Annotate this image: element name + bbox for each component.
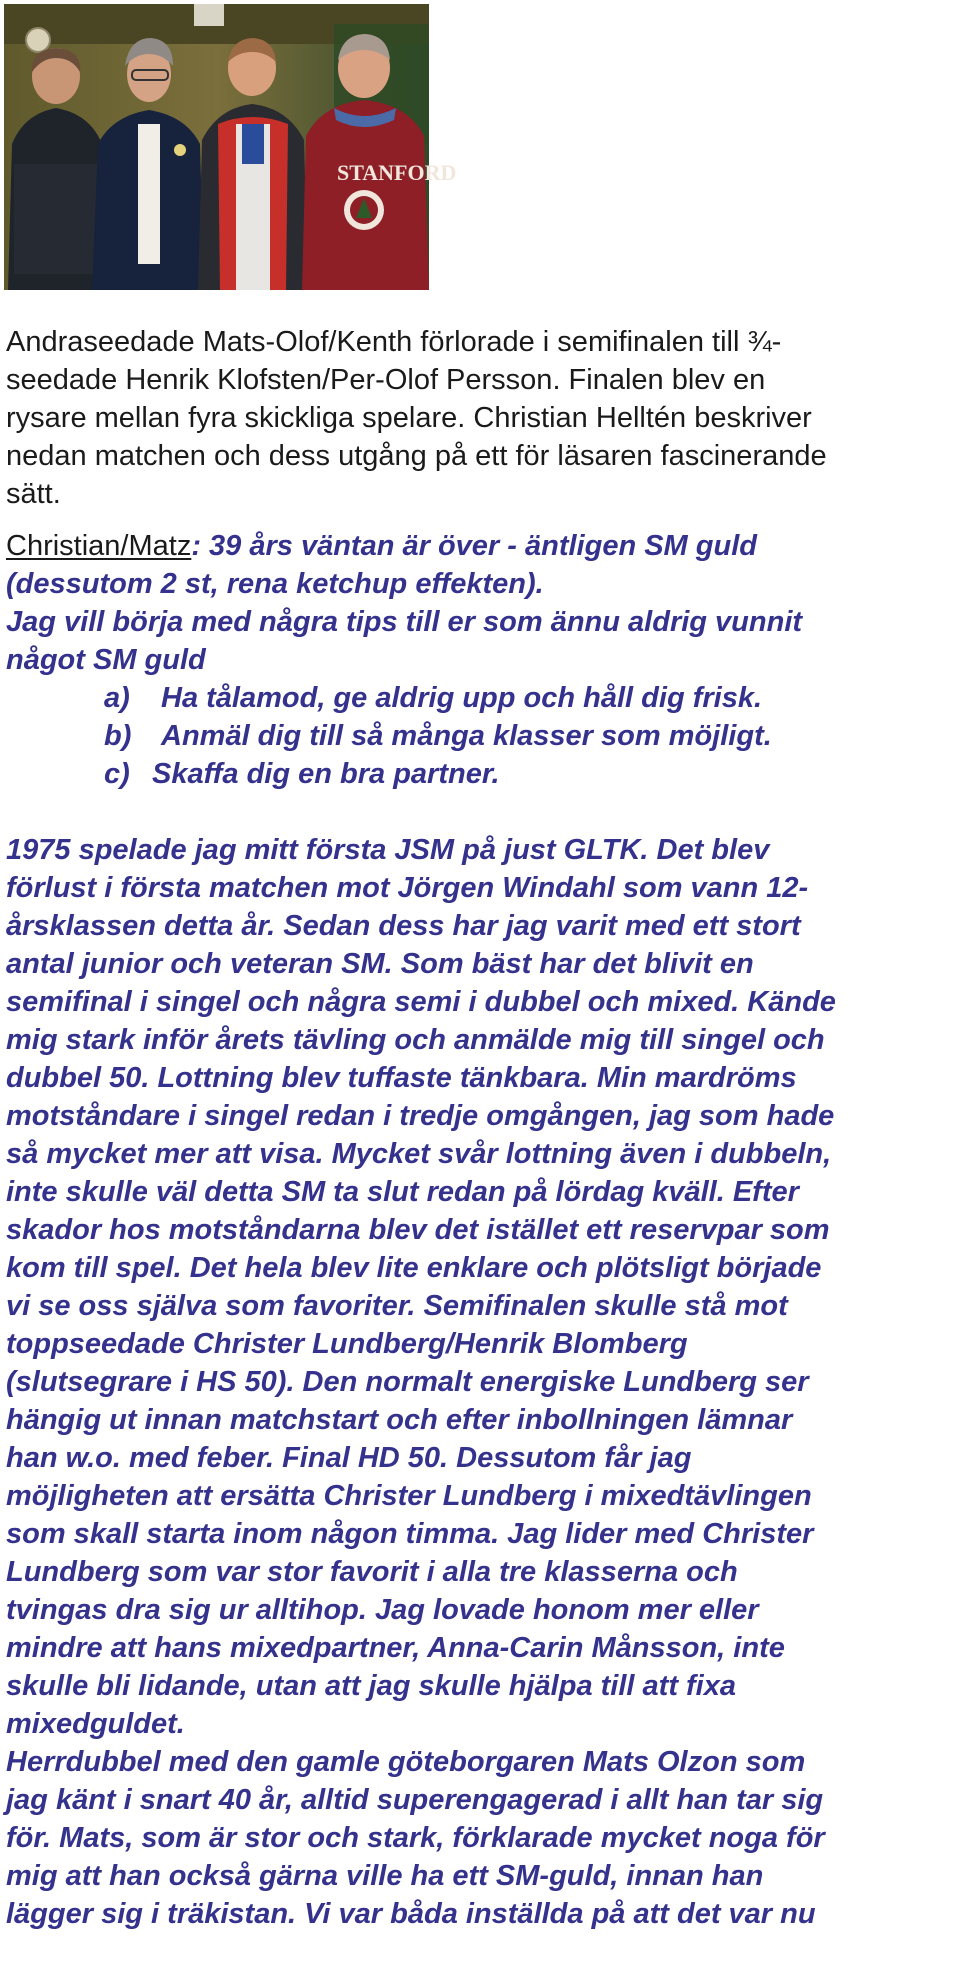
article-line: skulle bli lidande, utan att jag skulle hjälpa till att fixa [6, 1670, 736, 1702]
article-body [6, 831, 956, 1933]
tip-item [104, 717, 956, 755]
article-line: vi se oss själva som favoriter. Semifinalen skulle stå mot [6, 1290, 788, 1322]
intro-paragraph [6, 323, 956, 513]
article-heading-line [6, 527, 956, 565]
team-photo [4, 4, 457, 290]
tip-letter: a) [104, 682, 130, 714]
intro-line: nedan matchen och dess utgång på ett för läsaren fascinerande [6, 440, 827, 472]
article-line: motståndare i singel redan i tredje omgången, jag som hade [6, 1100, 835, 1132]
article-line: (slutsegrare i HS 50). Den normalt energiske Lundberg ser [6, 1366, 809, 1398]
article-line: inte skulle väl detta SM ta slut redan på lördag kväll. Efter [6, 1176, 799, 1208]
article-heading: : 39 års väntan är över - äntligen SM guld [191, 530, 757, 562]
article-line: årsklassen detta år. Sedan dess har jag varit med ett stort [6, 910, 801, 942]
article-line: mig stark inför årets tävling och anmälde mig till singel och [6, 1024, 825, 1056]
article-line: något SM guld [6, 644, 206, 676]
article-line: förlust i första matchen mot Jörgen Windahl som vann 12- [6, 872, 809, 904]
article-line: dubbel 50. Lottning blev tuffaste tänkbara. Min mardröms [6, 1062, 797, 1094]
tip-letter: c) [104, 758, 130, 790]
intro-line: sätt. [6, 478, 61, 510]
article-line: toppseedade Christer Lundberg/Henrik Blomberg [6, 1328, 688, 1360]
tip-item [104, 679, 956, 717]
page-text [6, 323, 956, 1933]
article-line: kom till spel. Det hela blev lite enklare och plötsligt började [6, 1252, 822, 1284]
article-line: som skall starta inom någon timma. Jag lider med Christer [6, 1518, 814, 1550]
intro-line: rysare mellan fyra skickliga spelare. Christian Helltén beskriver [6, 402, 812, 434]
tip-text: Ha tålamod, ge aldrig upp och håll dig frisk. [161, 682, 763, 714]
article-line: Lundberg som var stor favorit i alla tre klasserna och [6, 1556, 738, 1588]
photo-illustration [4, 4, 457, 290]
tip-letter: b) [104, 720, 132, 752]
article-line: Jag vill börja med några tips till er som ännu aldrig vunnit [6, 606, 803, 638]
article-line: så mycket mer att visa. Mycket svår lottning även i dubbeln, [6, 1138, 832, 1170]
article-line: lägger sig i träkistan. Vi var båda inställda på att det var nu [6, 1898, 816, 1930]
tip-text: Skaffa dig en bra partner. [152, 758, 500, 790]
article-line: för. Mats, som är stor och stark, förklarade mycket noga för [6, 1822, 825, 1854]
intro-line: Andraseedade Mats-Olof/Kenth förlorade i semifinalen till ¾- [6, 326, 782, 358]
article-line: mindre att hans mixedpartner, Anna-Carin Månsson, inte [6, 1632, 785, 1664]
article-text [6, 527, 956, 1933]
article-line: 1975 spelade jag mitt första JSM på just GLTK. Det blev [6, 834, 770, 866]
article-line: mixedguldet. [6, 1708, 185, 1740]
article-line: han w.o. med feber. Final HD 50. Dessutom får jag [6, 1442, 692, 1474]
article-byline: Christian/Matz [6, 530, 192, 562]
article-line: hängig ut innan matchstart och efter inbollningen lämnar [6, 1404, 793, 1436]
article-line: Herrdubbel med den gamle göteborgaren Mats Olzon som [6, 1746, 806, 1778]
paragraph-gap [6, 793, 956, 831]
article-line: möjligheten att ersätta Christer Lundberg i mixedtävlingen [6, 1480, 812, 1512]
article-line: mig att han också gärna ville ha ett SM-guld, innan han [6, 1860, 764, 1892]
article-line: semifinal i singel och några semi i dubbel och mixed. Kände [6, 986, 836, 1018]
shirt-text: STANFORD [337, 160, 457, 185]
tip-text: Anmäl dig till så många klasser som möjligt. [161, 720, 772, 752]
tip-item [104, 755, 956, 793]
article-line: jag känt i snart 40 år, alltid superengagerad i allt han tar sig [6, 1784, 824, 1816]
article-line: skador hos motståndarna blev det istället ett reservpar som [6, 1214, 830, 1246]
article-line: tvingas dra sig ur alltihop. Jag lovade honom mer eller [6, 1594, 759, 1626]
article-line: antal junior och veteran SM. Som bäst har det blivit en [6, 948, 754, 980]
intro-line: seedade Henrik Klofsten/Per-Olof Persson. Finalen blev en [6, 364, 766, 396]
tips-list [6, 679, 956, 793]
article-line: (dessutom 2 st, rena ketchup effekten). [6, 568, 544, 600]
